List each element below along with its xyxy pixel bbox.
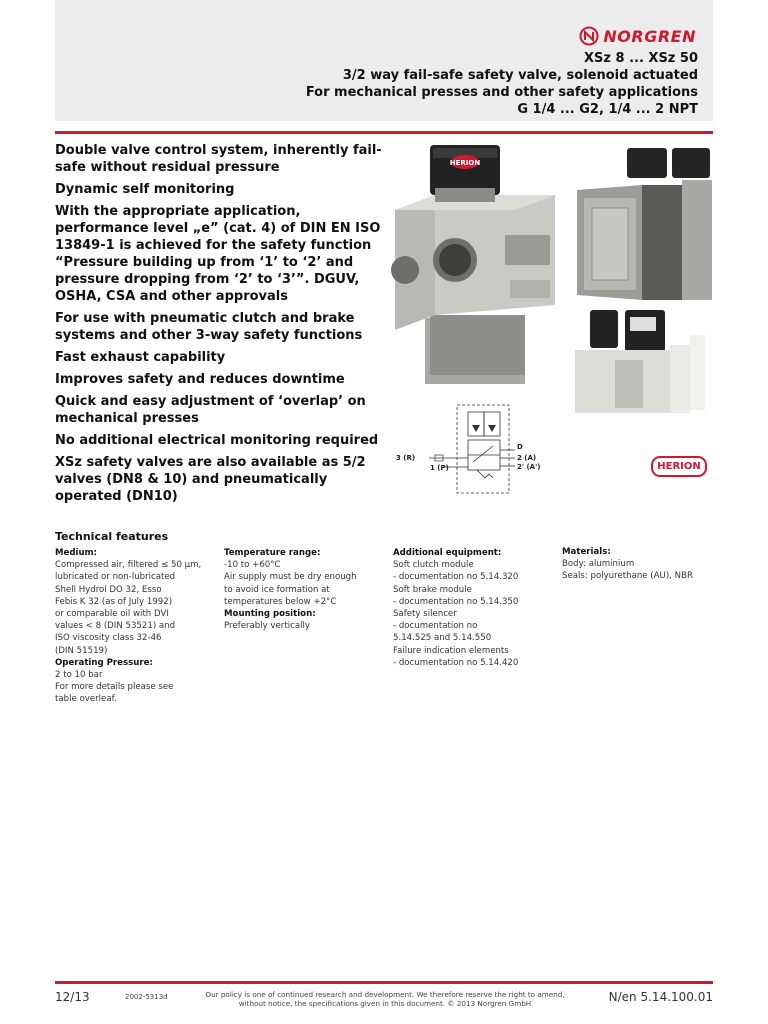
footer-code: 2002-5313d [125,993,168,1001]
norgren-logo-icon [579,26,599,46]
temperature-line: -10 to +60°C [224,560,281,571]
pressure-line: For more details please see [55,682,174,693]
footer-date: 12/13 [55,990,90,1004]
main-valve-badge: HERION [449,159,481,167]
materials-line: Seals: polyurethane (AU), NBR [562,571,693,582]
solenoid-valve-image [575,305,710,415]
feature-item: XSz safety valves are also available as 5/2 valves (DN8 & 10) and pneumatically operated (DN10) [55,455,366,504]
materials-label: Materials: [562,547,611,557]
temperature-line: to avoid ice formation at [224,584,330,595]
cover-valve-image [572,140,717,305]
equipment-line: - documentation no 5.14.350 [393,596,519,607]
port-1-label: 1 (P) [430,464,449,472]
title-line: XSz 8 ... XSz 50 [584,51,698,66]
temperature-line: temperatures below +2°C [224,596,337,607]
document-number: N/en 5.14.100.01 [608,990,713,1004]
medium-line: lubricated or non-lubricated [55,572,176,583]
port-d-label: D [517,443,523,451]
equipment-line: - documentation no 5.14.320 [393,572,519,583]
pneumatic-symbol [393,400,553,495]
equipment-line: 5.14.525 and 5.14.550 [393,633,492,644]
feature-item: With the appropriate application, performance level „e” (cat. 4) of DIN EN ISO 13849-1 is achieved for the safety function “Pressure building up from ‘1’ to ‘2’ and pressure dropping from ‘2’ to ‘3’”. DGUV, OSHA, CSA and other approvals [55,204,381,304]
equipment-line: Safety silencer [393,609,457,620]
feature-item: No additional electrical monitoring required [55,433,379,448]
medium-line: (DIN 51519) [55,645,108,656]
tech-column-medium [55,547,215,706]
title-line: G 1/4 ... G2, 1/4 ... 2 NPT [517,102,698,117]
medium-line: or comparable oil with DVI [55,609,169,620]
policy-line: Our policy is one of continued research and development. We therefore reserve the right to amend, [205,990,565,999]
tech-column-materials [562,546,722,583]
document-title [306,50,698,118]
pressure-line: table overleaf. [55,694,117,705]
materials-line: Body: aluminium [562,559,635,570]
policy-line: without notice, the specifications given in this document. © 2013 Norgren GmbH [238,999,532,1008]
medium-line: Shell Hydrol DO 32, Esso [55,584,162,595]
feature-item: Quick and easy adjustment of ‘overlap’ on mechanical presses [55,394,366,426]
equipment-line: Soft clutch module [393,560,474,571]
equipment-label: Additional equipment: [393,548,502,558]
feature-item: Improves safety and reduces downtime [55,372,345,387]
feature-list [55,142,385,510]
footer-policy [190,990,580,1008]
mounting-line: Preferably vertically [224,621,310,632]
footer-rule [55,981,713,984]
equipment-line: - documentation no 5.14.420 [393,657,519,668]
medium-line: Febis K 32 (as of July 1992) [55,596,173,607]
port-3-label: 3 (R) [396,454,416,462]
medium-line: ISO viscosity class 32-46 [55,633,162,644]
medium-line: values < 8 (DIN 53521) and [55,621,176,632]
feature-item: For use with pneumatic clutch and brake systems and other 3-way safety functions [55,311,363,343]
feature-item: Double valve control system, inherently fail-safe without residual pressure [55,143,382,175]
medium-line: Compressed air, filtered ≤ 50 µm, [55,560,202,571]
main-valve-image [385,140,570,390]
mounting-label: Mounting position: [224,609,316,620]
temperature-line: Air supply must be dry enough [224,572,357,583]
title-line: 3/2 way fail-safe safety valve, solenoid actuated [342,68,698,83]
port-2-label: 2 (A) [517,454,537,462]
tech-column-temperature [224,547,384,632]
title-line: For mechanical presses and other safety applications [305,85,698,100]
norgren-logo [579,26,696,46]
pressure-line: 2 to 10 bar [55,670,103,681]
temperature-label: Temperature range: [224,548,321,558]
equipment-line: - documentation no [393,621,478,632]
feature-item: Fast exhaust capability [55,350,226,365]
feature-item: Dynamic self monitoring [55,182,235,197]
herion-logo: HERION [651,456,707,477]
pressure-label: Operating Pressure: [55,657,153,668]
medium-label: Medium: [55,548,97,558]
header-rule [55,131,713,134]
brand-name: NORGREN [603,26,696,46]
port-2-prime-label: 2' (A') [517,463,541,471]
equipment-line: Failure indication elements [393,645,509,656]
equipment-line: Soft brake module [393,584,472,595]
tech-features-title: Technical features [55,530,169,543]
tech-column-equipment [393,547,553,669]
